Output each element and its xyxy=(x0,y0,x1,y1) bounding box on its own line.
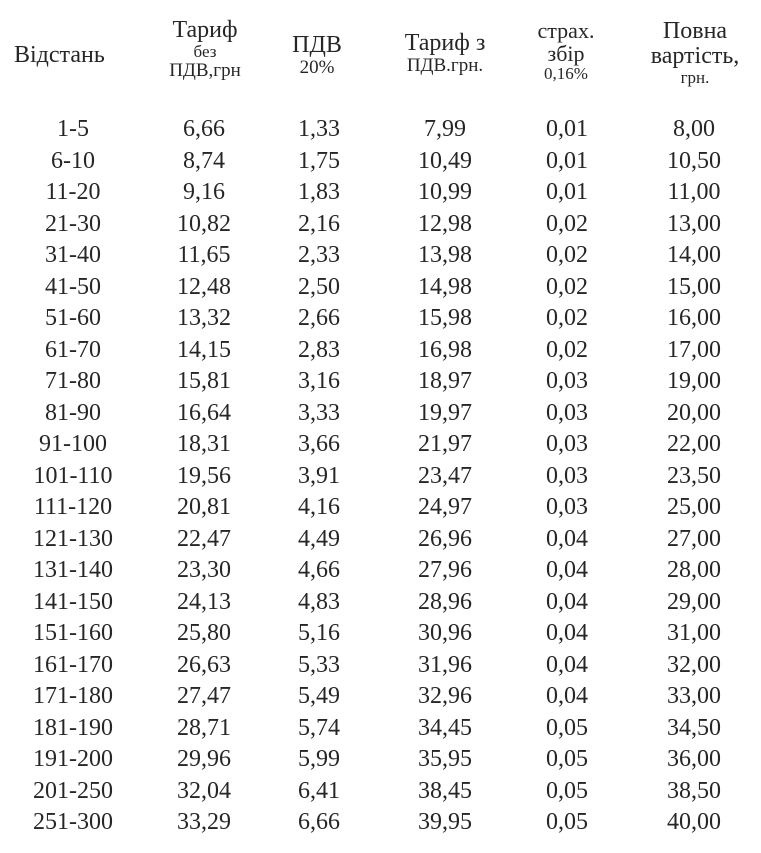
cell-tariff: 10,82 xyxy=(177,210,231,237)
cell-tariff: 11,65 xyxy=(177,242,231,268)
cell-total: 13,00 xyxy=(667,210,721,237)
cell-vat: 4,66 xyxy=(298,557,340,583)
cell-total: 15,00 xyxy=(667,273,721,300)
cell-distance: 81-90 xyxy=(45,399,101,426)
cell-insurance: 0,03 xyxy=(546,431,588,457)
table-row xyxy=(0,398,761,430)
cell-tariff: 23,30 xyxy=(177,557,231,583)
cell-vat: 6,41 xyxy=(298,777,340,804)
cell-tariff: 9,16 xyxy=(183,179,225,205)
cell-tariff-vat: 15,98 xyxy=(418,305,472,331)
cell-distance: 71-80 xyxy=(45,368,101,394)
cell-insurance: 0,03 xyxy=(546,368,588,394)
cell-insurance: 0,05 xyxy=(546,746,588,772)
cell-tariff-vat: 12,98 xyxy=(418,210,472,237)
cell-distance: 101-110 xyxy=(33,462,113,489)
table-row xyxy=(0,429,761,461)
cell-insurance: 0,04 xyxy=(546,557,588,583)
cell-vat: 4,16 xyxy=(298,494,340,520)
cell-insurance: 0,04 xyxy=(546,588,588,615)
cell-tariff-vat: 10,99 xyxy=(418,179,472,205)
cell-insurance: 0,01 xyxy=(546,116,588,142)
cell-total: 19,00 xyxy=(667,368,721,394)
cell-vat: 3,33 xyxy=(298,399,340,426)
cell-distance: 1-5 xyxy=(57,116,89,142)
cell-tariff: 26,63 xyxy=(177,651,231,678)
cell-total: 11,00 xyxy=(667,179,721,205)
cell-insurance: 0,01 xyxy=(546,147,588,174)
cell-total: 29,00 xyxy=(667,588,721,615)
cell-tariff: 29,96 xyxy=(177,746,231,772)
cell-vat: 4,83 xyxy=(298,588,340,615)
cell-insurance: 0,05 xyxy=(546,777,588,804)
cell-distance: 121-130 xyxy=(33,525,113,552)
header-insurance-line3: 0,16% xyxy=(544,64,588,84)
cell-tariff: 33,29 xyxy=(177,809,231,835)
cell-total: 14,00 xyxy=(667,242,721,268)
header-total-line3: грн. xyxy=(680,68,710,88)
cell-tariff-vat: 16,98 xyxy=(418,336,472,363)
cell-tariff-vat: 13,98 xyxy=(418,242,472,268)
header-tariff-without-vat xyxy=(145,18,265,81)
cell-tariff-vat: 7,99 xyxy=(424,116,466,142)
cell-tariff-vat: 21,97 xyxy=(418,431,472,457)
table-header xyxy=(0,0,761,112)
cell-tariff: 6,66 xyxy=(183,116,225,142)
cell-insurance: 0,03 xyxy=(546,462,588,489)
table-row xyxy=(0,555,761,587)
cell-total: 33,00 xyxy=(667,683,721,709)
header-total-line2: вартість, xyxy=(650,43,740,70)
table-row xyxy=(0,681,761,713)
cell-vat: 5,16 xyxy=(298,620,340,646)
cell-distance: 181-190 xyxy=(33,714,113,741)
cell-distance: 21-30 xyxy=(45,210,101,237)
cell-distance: 41-50 xyxy=(45,273,101,300)
cell-distance: 151-160 xyxy=(33,620,113,646)
cell-tariff-vat: 26,96 xyxy=(418,525,472,552)
cell-vat: 3,16 xyxy=(298,368,340,394)
cell-insurance: 0,01 xyxy=(546,179,588,205)
cell-insurance: 0,02 xyxy=(546,242,588,268)
cell-tariff-vat: 10,49 xyxy=(418,147,472,174)
cell-distance: 91-100 xyxy=(39,431,107,457)
cell-distance: 11-20 xyxy=(45,179,101,205)
cell-tariff-vat: 32,96 xyxy=(418,683,472,709)
cell-distance: 171-180 xyxy=(33,683,113,709)
cell-distance: 51-60 xyxy=(45,305,101,331)
cell-distance: 161-170 xyxy=(33,651,113,678)
cell-total: 32,00 xyxy=(667,651,721,678)
cell-insurance: 0,04 xyxy=(546,620,588,646)
cell-vat: 1,83 xyxy=(298,179,340,205)
cell-tariff: 16,64 xyxy=(177,399,231,426)
cell-tariff: 24,13 xyxy=(177,588,231,615)
cell-tariff: 14,15 xyxy=(177,336,231,363)
cell-vat: 4,49 xyxy=(298,525,340,552)
cell-tariff: 20,81 xyxy=(177,494,231,520)
cell-vat: 5,74 xyxy=(298,714,340,741)
table-body xyxy=(0,114,761,839)
cell-distance: 131-140 xyxy=(33,557,113,583)
cell-distance: 191-200 xyxy=(33,746,113,772)
cell-total: 28,00 xyxy=(667,557,721,583)
cell-total: 38,50 xyxy=(667,777,721,804)
table-row xyxy=(0,146,761,178)
header-vat xyxy=(276,33,358,78)
table-row xyxy=(0,366,761,398)
cell-vat: 1,33 xyxy=(298,116,340,142)
table-row xyxy=(0,492,761,524)
header-vat-line2: 20% xyxy=(299,57,335,79)
cell-total: 23,50 xyxy=(667,462,721,489)
header-distance: Відстань xyxy=(14,42,105,68)
cell-vat: 2,33 xyxy=(298,242,340,268)
cell-vat: 3,91 xyxy=(298,462,340,489)
cell-vat: 3,66 xyxy=(298,431,340,457)
cell-total: 8,00 xyxy=(673,116,715,142)
cell-tariff-vat: 30,96 xyxy=(418,620,472,646)
cell-tariff: 18,31 xyxy=(177,431,231,457)
cell-total: 25,00 xyxy=(667,494,721,520)
cell-vat: 2,50 xyxy=(298,273,340,300)
cell-total: 31,00 xyxy=(667,620,721,646)
table-row xyxy=(0,618,761,650)
cell-vat: 2,16 xyxy=(298,210,340,237)
cell-vat: 5,33 xyxy=(298,651,340,678)
cell-tariff: 12,48 xyxy=(177,273,231,300)
cell-tariff-vat: 34,45 xyxy=(418,714,472,741)
table-row xyxy=(0,776,761,808)
cell-insurance: 0,05 xyxy=(546,714,588,741)
cell-tariff: 8,74 xyxy=(183,147,225,174)
table-row xyxy=(0,272,761,304)
cell-distance: 111-120 xyxy=(33,494,113,520)
header-insurance-line1: страх. xyxy=(537,18,595,43)
cell-tariff: 27,47 xyxy=(177,683,231,709)
header-total-cost xyxy=(631,19,759,87)
cell-total: 34,50 xyxy=(667,714,721,741)
header-tariff-line2: без xyxy=(193,42,217,62)
cell-vat: 1,75 xyxy=(298,147,340,174)
cell-tariff-vat: 23,47 xyxy=(418,462,472,489)
cell-distance: 141-150 xyxy=(33,588,113,615)
cell-total: 17,00 xyxy=(667,336,721,363)
cell-tariff: 19,56 xyxy=(177,462,231,489)
header-insurance-fee xyxy=(518,19,614,83)
cell-tariff-vat: 35,95 xyxy=(418,746,472,772)
table-row xyxy=(0,807,761,839)
cell-total: 27,00 xyxy=(667,525,721,552)
table-row xyxy=(0,650,761,682)
cell-insurance: 0,04 xyxy=(546,525,588,552)
cell-tariff-vat: 27,96 xyxy=(418,557,472,583)
cell-distance: 6-10 xyxy=(51,147,95,174)
cell-vat: 6,66 xyxy=(298,809,340,835)
cell-vat: 5,99 xyxy=(298,746,340,772)
cell-vat: 5,49 xyxy=(298,683,340,709)
cell-tariff-vat: 18,97 xyxy=(418,368,472,394)
cell-total: 20,00 xyxy=(667,399,721,426)
cell-tariff-vat: 31,96 xyxy=(418,651,472,678)
cell-tariff: 32,04 xyxy=(177,777,231,804)
cell-distance: 61-70 xyxy=(45,336,101,363)
table-row xyxy=(0,713,761,745)
table-row xyxy=(0,744,761,776)
table-row xyxy=(0,335,761,367)
cell-insurance: 0,02 xyxy=(546,273,588,300)
cell-tariff-vat: 28,96 xyxy=(418,588,472,615)
table-row xyxy=(0,114,761,146)
cell-total: 22,00 xyxy=(667,431,721,457)
table-row xyxy=(0,587,761,619)
cell-tariff: 15,81 xyxy=(177,368,231,394)
table-row xyxy=(0,303,761,335)
cell-insurance: 0,02 xyxy=(546,336,588,363)
cell-insurance: 0,04 xyxy=(546,651,588,678)
table-row xyxy=(0,177,761,209)
header-tariff-line3: ПДВ,грн xyxy=(169,60,241,82)
cell-distance: 31-40 xyxy=(45,242,101,268)
cell-tariff-vat: 14,98 xyxy=(418,273,472,300)
cell-tariff-vat: 38,45 xyxy=(418,777,472,804)
cell-total: 36,00 xyxy=(667,746,721,772)
cell-insurance: 0,02 xyxy=(546,305,588,331)
table-row xyxy=(0,524,761,556)
header-insurance-line2: збір xyxy=(547,41,585,67)
header-total-line1: Повна xyxy=(662,18,728,44)
cell-insurance: 0,03 xyxy=(546,399,588,426)
header-tariff-vat-line2: ПДВ.грн. xyxy=(406,55,484,77)
cell-distance: 251-300 xyxy=(33,809,113,835)
header-tariff-vat-line1: Тариф з xyxy=(404,30,486,56)
cell-tariff: 25,80 xyxy=(177,620,231,646)
cell-total: 16,00 xyxy=(667,305,721,331)
table-row xyxy=(0,461,761,493)
cell-insurance: 0,02 xyxy=(546,210,588,237)
cell-insurance: 0,04 xyxy=(546,683,588,709)
cell-tariff-vat: 19,97 xyxy=(418,399,472,426)
cell-tariff-vat: 39,95 xyxy=(418,809,472,835)
cell-vat: 2,83 xyxy=(298,336,340,363)
cell-insurance: 0,03 xyxy=(546,494,588,520)
table-row xyxy=(0,240,761,272)
cell-tariff: 22,47 xyxy=(177,525,231,552)
cell-tariff: 13,32 xyxy=(177,305,231,331)
cell-vat: 2,66 xyxy=(298,305,340,331)
cell-distance: 201-250 xyxy=(33,777,113,804)
header-tariff-line1: Тариф xyxy=(172,17,238,43)
header-tariff-with-vat xyxy=(385,31,505,76)
cell-tariff: 28,71 xyxy=(177,714,231,741)
cell-total: 10,50 xyxy=(667,147,721,174)
cell-insurance: 0,05 xyxy=(546,809,588,835)
cell-total: 40,00 xyxy=(667,809,721,835)
table-row xyxy=(0,209,761,241)
header-vat-line1: ПДВ xyxy=(292,32,342,58)
cell-tariff-vat: 24,97 xyxy=(418,494,472,520)
